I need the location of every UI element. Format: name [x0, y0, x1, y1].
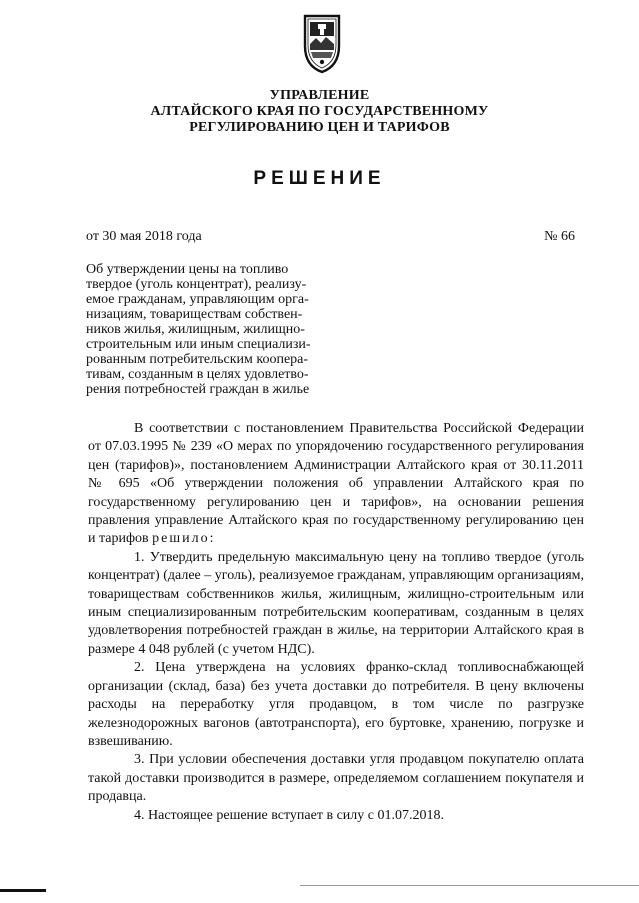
altai-krai-coat-of-arms-icon: [301, 12, 343, 74]
authority-line: РЕГУЛИРОВАНИЮ ЦЕН И ТАРИФОВ: [189, 120, 450, 135]
document-date: от 30 мая 2018 года: [86, 229, 202, 244]
subject-line: рованным потребительским коопера-: [86, 352, 309, 367]
preamble-text: В соответствии с постановлением Правительства Российской Федерации от 07.03.1995 № 239 «О мерах по упорядочению государственного регулирования цен (тарифов)», постановлением Администрации Алтайского края от 30.11.2011 № 695 «Об утверждении положения об управлении Алтайского края по государственному регулированию цен и тарифов», на основании решения правления управление Алтайского края по государственному регулированию цен и тарифов: [88, 421, 584, 547]
decided-word: решило:: [152, 531, 216, 547]
subject-line: Об утверждении цены на топливо: [86, 262, 289, 277]
document-number: № 66: [544, 229, 575, 244]
resolution-item: 1. Утвердить предельную максимальную цену на топливо твердое (уголь концентрат) (далее – уголь), реализуемое гражданам, управляющим организациям, товариществам собственников жилья, жилищным, жилищно-строительным или иным специализированным потребительским кооперативам, созданным в целях удовлетворения потребностей граждан в жилье, на территории Алтайского края в размере 4 048 рублей (с учетом НДС).: [88, 549, 584, 657]
scan-edge-line: [300, 885, 639, 886]
subject-line: строительным или иным специализи-: [86, 337, 311, 352]
subject-line: рения потребностей граждан в жилье: [86, 382, 310, 397]
authority-line: УПРАВЛЕНИЕ: [269, 88, 370, 103]
subject-line: тивам, созданным в целях удовлетво-: [86, 367, 309, 382]
resolution-item: 2. Цена утверждена на условиях франко-склад топливоснабжающей организации (склад, база) без учета доставки до потребителя. В цену включены расходы на переработку угля продавцом, в том числе по разгрузке железнодорожных вагонов (автотранспорта), его буртовке, хранению, погрузке и взвешиванию.: [88, 660, 584, 749]
preamble-paragraph: [88, 420, 584, 549]
scan-edge-mark: [0, 889, 46, 892]
resolution-item: 4. Настоящее решение вступает в силу с 01.07.2018.: [134, 807, 444, 823]
subject-line: емое гражданам, управляющим орга-: [86, 292, 309, 307]
subject-line: твердое (уголь концентрат), реализу-: [86, 277, 307, 292]
document-body: [88, 420, 584, 825]
subject-line: низациям, товариществам собствен-: [86, 307, 303, 322]
issuing-authority: [0, 88, 639, 136]
subject-line: ников жилья, жилищным, жилищно-: [86, 322, 305, 337]
resolution-item: 3. При условии обеспечения доставки угля продавцом покупателю оплата такой доставки производится в размере, определяемом соглашением покупателя и продавца.: [88, 752, 584, 805]
authority-line: АЛТАЙСКОГО КРАЯ ПО ГОСУДАРСТВЕННОМУ: [150, 104, 489, 119]
document-type-title: РЕШЕНИЕ: [253, 168, 386, 189]
document-subject: [86, 262, 370, 397]
